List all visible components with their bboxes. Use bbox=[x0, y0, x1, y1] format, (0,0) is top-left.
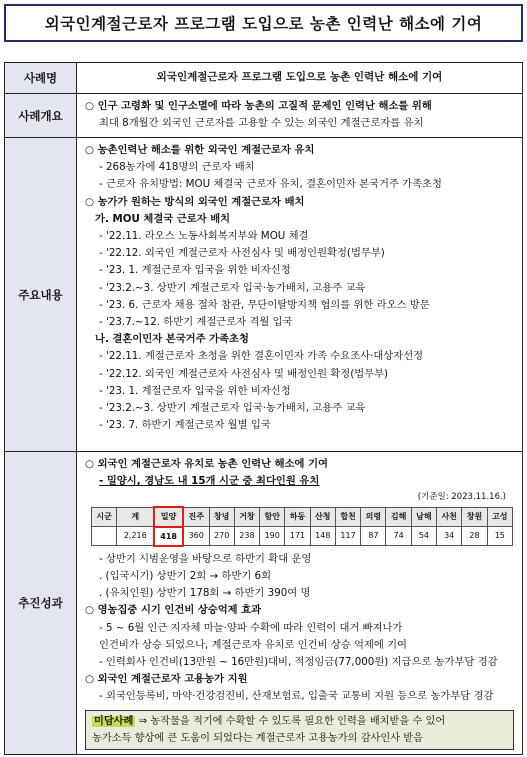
stats-value-cell: 34 bbox=[437, 527, 462, 546]
b-item: - '22.11. 계절근로자 초청을 위한 결혼이민자 가족 수요조사·대상자선정 bbox=[99, 350, 424, 363]
stats-header-cell: 산청 bbox=[310, 507, 335, 526]
main-content bbox=[77, 138, 523, 452]
stats-value-cell: 15 bbox=[487, 527, 512, 546]
results-item: . (유치인원) 상반기 178회 → 하반기 390여 명 bbox=[99, 587, 311, 600]
stats-header-cell: 의령 bbox=[361, 507, 386, 526]
results-heading-3: ○ 외국인 계절근로자 고용농가 지원 bbox=[85, 673, 248, 686]
a-item: - '23.2.~3. 상반기 계절근로자 입국·농가배치, 고용주 교육 bbox=[99, 281, 366, 294]
stats-value-row bbox=[92, 527, 513, 546]
case-table bbox=[4, 62, 523, 755]
main-heading-1: ○ 농촌인력난 해소를 위한 외국인 계절근로자 유치 bbox=[85, 144, 315, 156]
results-item: 인건비가 상승 되었으나, 계절근로자 유치로 인건비 상승 억제에 기여 bbox=[99, 638, 407, 651]
results-item: - 상반기 시범운영을 바탕으로 하반기 확대 운영 bbox=[99, 552, 312, 565]
case-story-box bbox=[85, 710, 514, 750]
stats-header-cell: 남해 bbox=[411, 507, 436, 526]
overview-line-1: ○ 인구 고령화 및 인구소멸에 따라 농촌의 고질적 문제인 인력난 해소를 위해 bbox=[85, 100, 432, 112]
stats-value-cell: 87 bbox=[361, 527, 386, 546]
stats-header-cell: 함안 bbox=[260, 507, 285, 526]
overview-line-2: 최대 8개월간 외국인 근로자를 고용할 수 있는 외국인 계절근로자를 유치 bbox=[99, 117, 424, 130]
a-item: - '22.12. 외국인 계절근로자 사전심사 및 배정인원확정(법무부) bbox=[99, 247, 385, 260]
date-note: (기준일: 2023.11.16.) bbox=[417, 492, 506, 503]
stats-header-cell: 창녕 bbox=[209, 507, 234, 526]
b-item: - '23. 1. 계절근로자 입국을 위한 비자신청 bbox=[99, 384, 291, 397]
stats-header-cell: 거창 bbox=[234, 507, 259, 526]
results-content bbox=[77, 452, 523, 755]
stats-value-cell bbox=[92, 527, 117, 546]
stats-table bbox=[91, 506, 513, 546]
row-results bbox=[5, 452, 523, 755]
stats-value-cell: 270 bbox=[209, 527, 234, 546]
stats-value-cell: 28 bbox=[462, 527, 487, 546]
stats-value-cell: 117 bbox=[335, 527, 360, 546]
results-item: - 인력회사 인건비(13만원 ~ 16만원)대비, 적정임금(77,000원) 지급으로 농가부담 경감 bbox=[99, 656, 498, 669]
stats-header-cell: 계 bbox=[117, 507, 154, 526]
page-title: 외국인계절근로자 프로그램 도입으로 농촌 인력난 해소에 기여 bbox=[44, 15, 483, 33]
stats-value-cell: 54 bbox=[411, 527, 436, 546]
stats-header-cell: 시군 bbox=[92, 507, 117, 526]
row-overview bbox=[5, 94, 523, 138]
stats-value-cell: 190 bbox=[260, 527, 285, 546]
stats-value-cell: 171 bbox=[285, 527, 310, 546]
subsection-a-title: 가. MOU 체결국 근로자 배치 bbox=[95, 212, 231, 225]
stats-value-cell: 2,216 bbox=[117, 527, 154, 546]
stats-header-cell: 창원 bbox=[462, 507, 487, 526]
b-item: - '23. 7. 하반기 계절근로자 월별 입국 bbox=[99, 419, 271, 432]
label-overview: 사례개요 bbox=[5, 94, 77, 138]
case-story-text: ⇒ 농작물을 적기에 수확할 수 있도록 필요한 인력을 배치받을 수 있어 bbox=[135, 715, 446, 727]
stats-header-cell: 김해 bbox=[386, 507, 411, 526]
stats-value-cell: 148 bbox=[310, 527, 335, 546]
results-item: . (입국시기) 상반기 2회 → 하반기 6회 bbox=[99, 570, 272, 583]
a-item: - '23.7.~12. 하반기 계절근로자 격월 입국 bbox=[99, 316, 293, 329]
stats-header-cell: 합천 bbox=[335, 507, 360, 526]
title-box bbox=[4, 4, 523, 42]
main-item: - 근로자 유치방법: MOU 체결국 근로자 유치, 결혼이민자 본국거주 가족초청 bbox=[99, 178, 442, 191]
stats-value-cell: 360 bbox=[183, 527, 209, 546]
main-item: - 268농가에 418명의 근로자 배치 bbox=[99, 161, 255, 174]
case-story-line-2: 농가소득 향상에 큰 도움이 되었다는 계절근로자 고용농가의 감사인사 받음 bbox=[92, 732, 423, 744]
a-item: - '23. 1. 계절근로자 입국을 위한 비자신청 bbox=[99, 264, 291, 277]
a-item: - '23. 6. 근로자 채용 절차 참관, 무단이탈방지책 협의를 위한 라오스 방문 bbox=[99, 298, 430, 311]
row-case-name bbox=[5, 63, 523, 94]
results-heading-2: ○ 영농집중 시기 인건비 상승억제 효과 bbox=[85, 604, 262, 617]
case-story-tag: 미담사례 bbox=[94, 715, 134, 727]
stats-header-cell-highlight: 밀양 bbox=[154, 507, 183, 526]
stats-value-cell: 74 bbox=[386, 527, 411, 546]
stats-value-cell: 238 bbox=[234, 527, 259, 546]
stats-header-cell: 하동 bbox=[285, 507, 310, 526]
label-case-name: 사례명 bbox=[5, 63, 77, 94]
results-item: - 5 ~ 6월 인근 지자체 마늘·양파 수확에 따라 인력이 대거 빠져나가 bbox=[99, 621, 403, 634]
overview-content bbox=[77, 94, 523, 138]
stats-header-cell: 사천 bbox=[437, 507, 462, 526]
results-item: - 외국인등록비, 마약·건강검진비, 산재보험료, 입출국 교통비 지원 등으로 농가부담 경감 bbox=[99, 690, 494, 703]
stats-header-cell: 진주 bbox=[183, 507, 209, 526]
results-sub-1: - 밀양시, 경남도 내 15개 시군 중 최다인원 유치 bbox=[99, 475, 320, 488]
label-main: 주요내용 bbox=[5, 138, 77, 452]
a-item: - '22.11. 라오스 노동사회복지부와 MOU 체결 bbox=[99, 230, 309, 243]
subsection-b-title: 나. 결혼이민자 본국거주 가족초청 bbox=[95, 333, 249, 346]
stats-header-cell: 고성 bbox=[487, 507, 512, 526]
main-heading-2: ○ 농가가 원하는 방식의 외국인 계절근로자 배치 bbox=[85, 195, 305, 208]
case-story-line-1 bbox=[92, 713, 507, 730]
row-main bbox=[5, 138, 523, 452]
b-item: - '23.2.~3. 상반기 계절근로자 입국·농가배치, 고용주 교육 bbox=[99, 402, 366, 415]
case-name-value: 외국인계절근로자 프로그램 도입으로 농촌 인력난 해소에 기여 bbox=[77, 63, 523, 94]
stats-header-row bbox=[92, 507, 513, 526]
stats-value-cell-highlight: 418 bbox=[154, 527, 183, 546]
results-heading-1: ○ 외국인 계절근로자 유치로 농촌 인력난 해소에 기여 bbox=[85, 458, 328, 470]
b-item: - '22.12. 외국인 계절근로자 사전심사 및 배정인원 확정(법무부) bbox=[99, 367, 389, 380]
label-results: 추진성과 bbox=[5, 452, 77, 755]
